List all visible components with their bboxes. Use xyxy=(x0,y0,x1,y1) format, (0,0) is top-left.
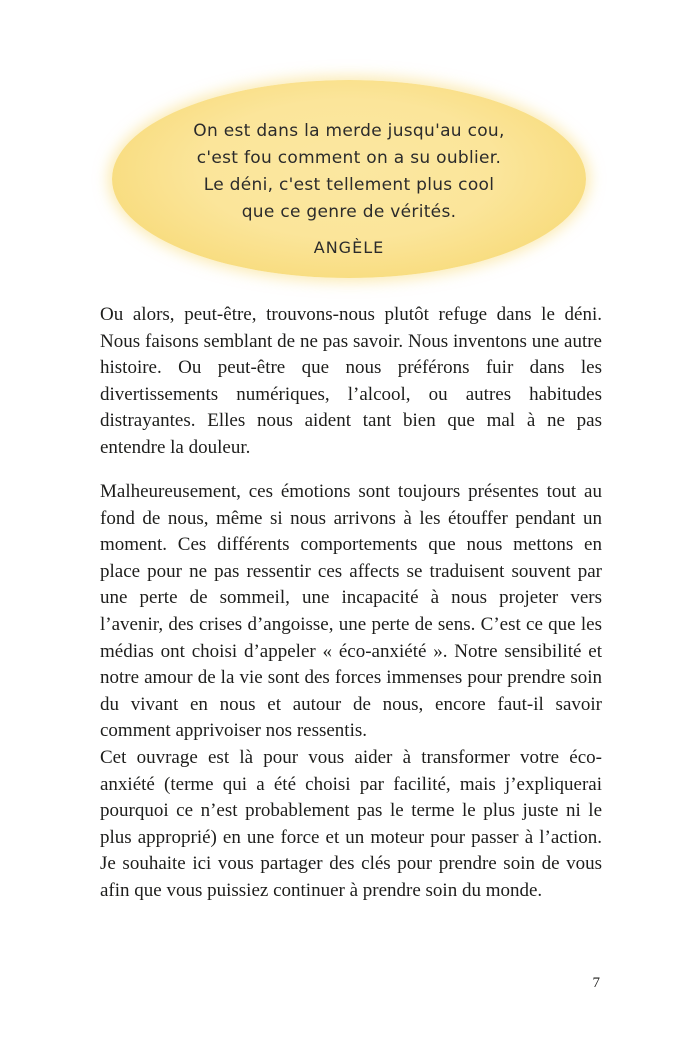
epigraph-line: c'est fou comment on a su oublier. xyxy=(196,148,502,168)
body-paragraph: Malheureusement, ces émotions sont toujours présentes tout au fond de nous, même si nous arrivons à les étouffer pendant un moment. Ces différents comportements que nous mettons en place pour ne pas ressentir ces affects se traduisent souvent par une perte de sommeil, une incapacité à nous projeter vers l’avenir, des crises d’angoisse, une perte de sens. C’est ce que les médias ont choisi d’appeler « éco-anxiété ». Notre sensibilité et notre amour de la vie sont des forces immenses pour prendre soin du vivant en nous et autour de nous, encore faut-il savoir comment apprivoiser nos ressentis. xyxy=(100,481,602,742)
body-paragraph: Ou alors, peut-être, trouvons-nous plutôt refuge dans le déni. Nous faisons semblant de ne pas savoir. Nous inventons une autre histoire. Ou peut-être que nous préférons fuir dans les divertissements numériques, l’alcool, ou autres habitudes distrayantes. Elles nous aident tant bien que mal à ne pas entendre la douleur. xyxy=(100,304,602,458)
epigraph-author: ANGÈLE xyxy=(313,238,385,257)
page-number: 7 xyxy=(592,975,600,991)
epigraph-line: que ce genre de vérités. xyxy=(241,202,457,222)
body-paragraph: Cet ouvrage est là pour vous aider à transformer votre éco-anxiété (terme qui a été choisi par facilité, mais j’expliquerai pourquoi ce n’est probablement pas le terme le plus juste ni le plus approprié) en une force et un moteur pour passer à l’action. Je souhaite ici vous partager des clés pour prendre soin de vous afin que vous puissiez continuer à prendre soin du monde. xyxy=(100,747,602,901)
epigraph-quote xyxy=(112,118,586,226)
epigraph-line: Le déni, c'est tellement plus cool xyxy=(203,175,495,195)
epigraph-line: On est dans la merde jusqu'au cou, xyxy=(193,121,505,141)
